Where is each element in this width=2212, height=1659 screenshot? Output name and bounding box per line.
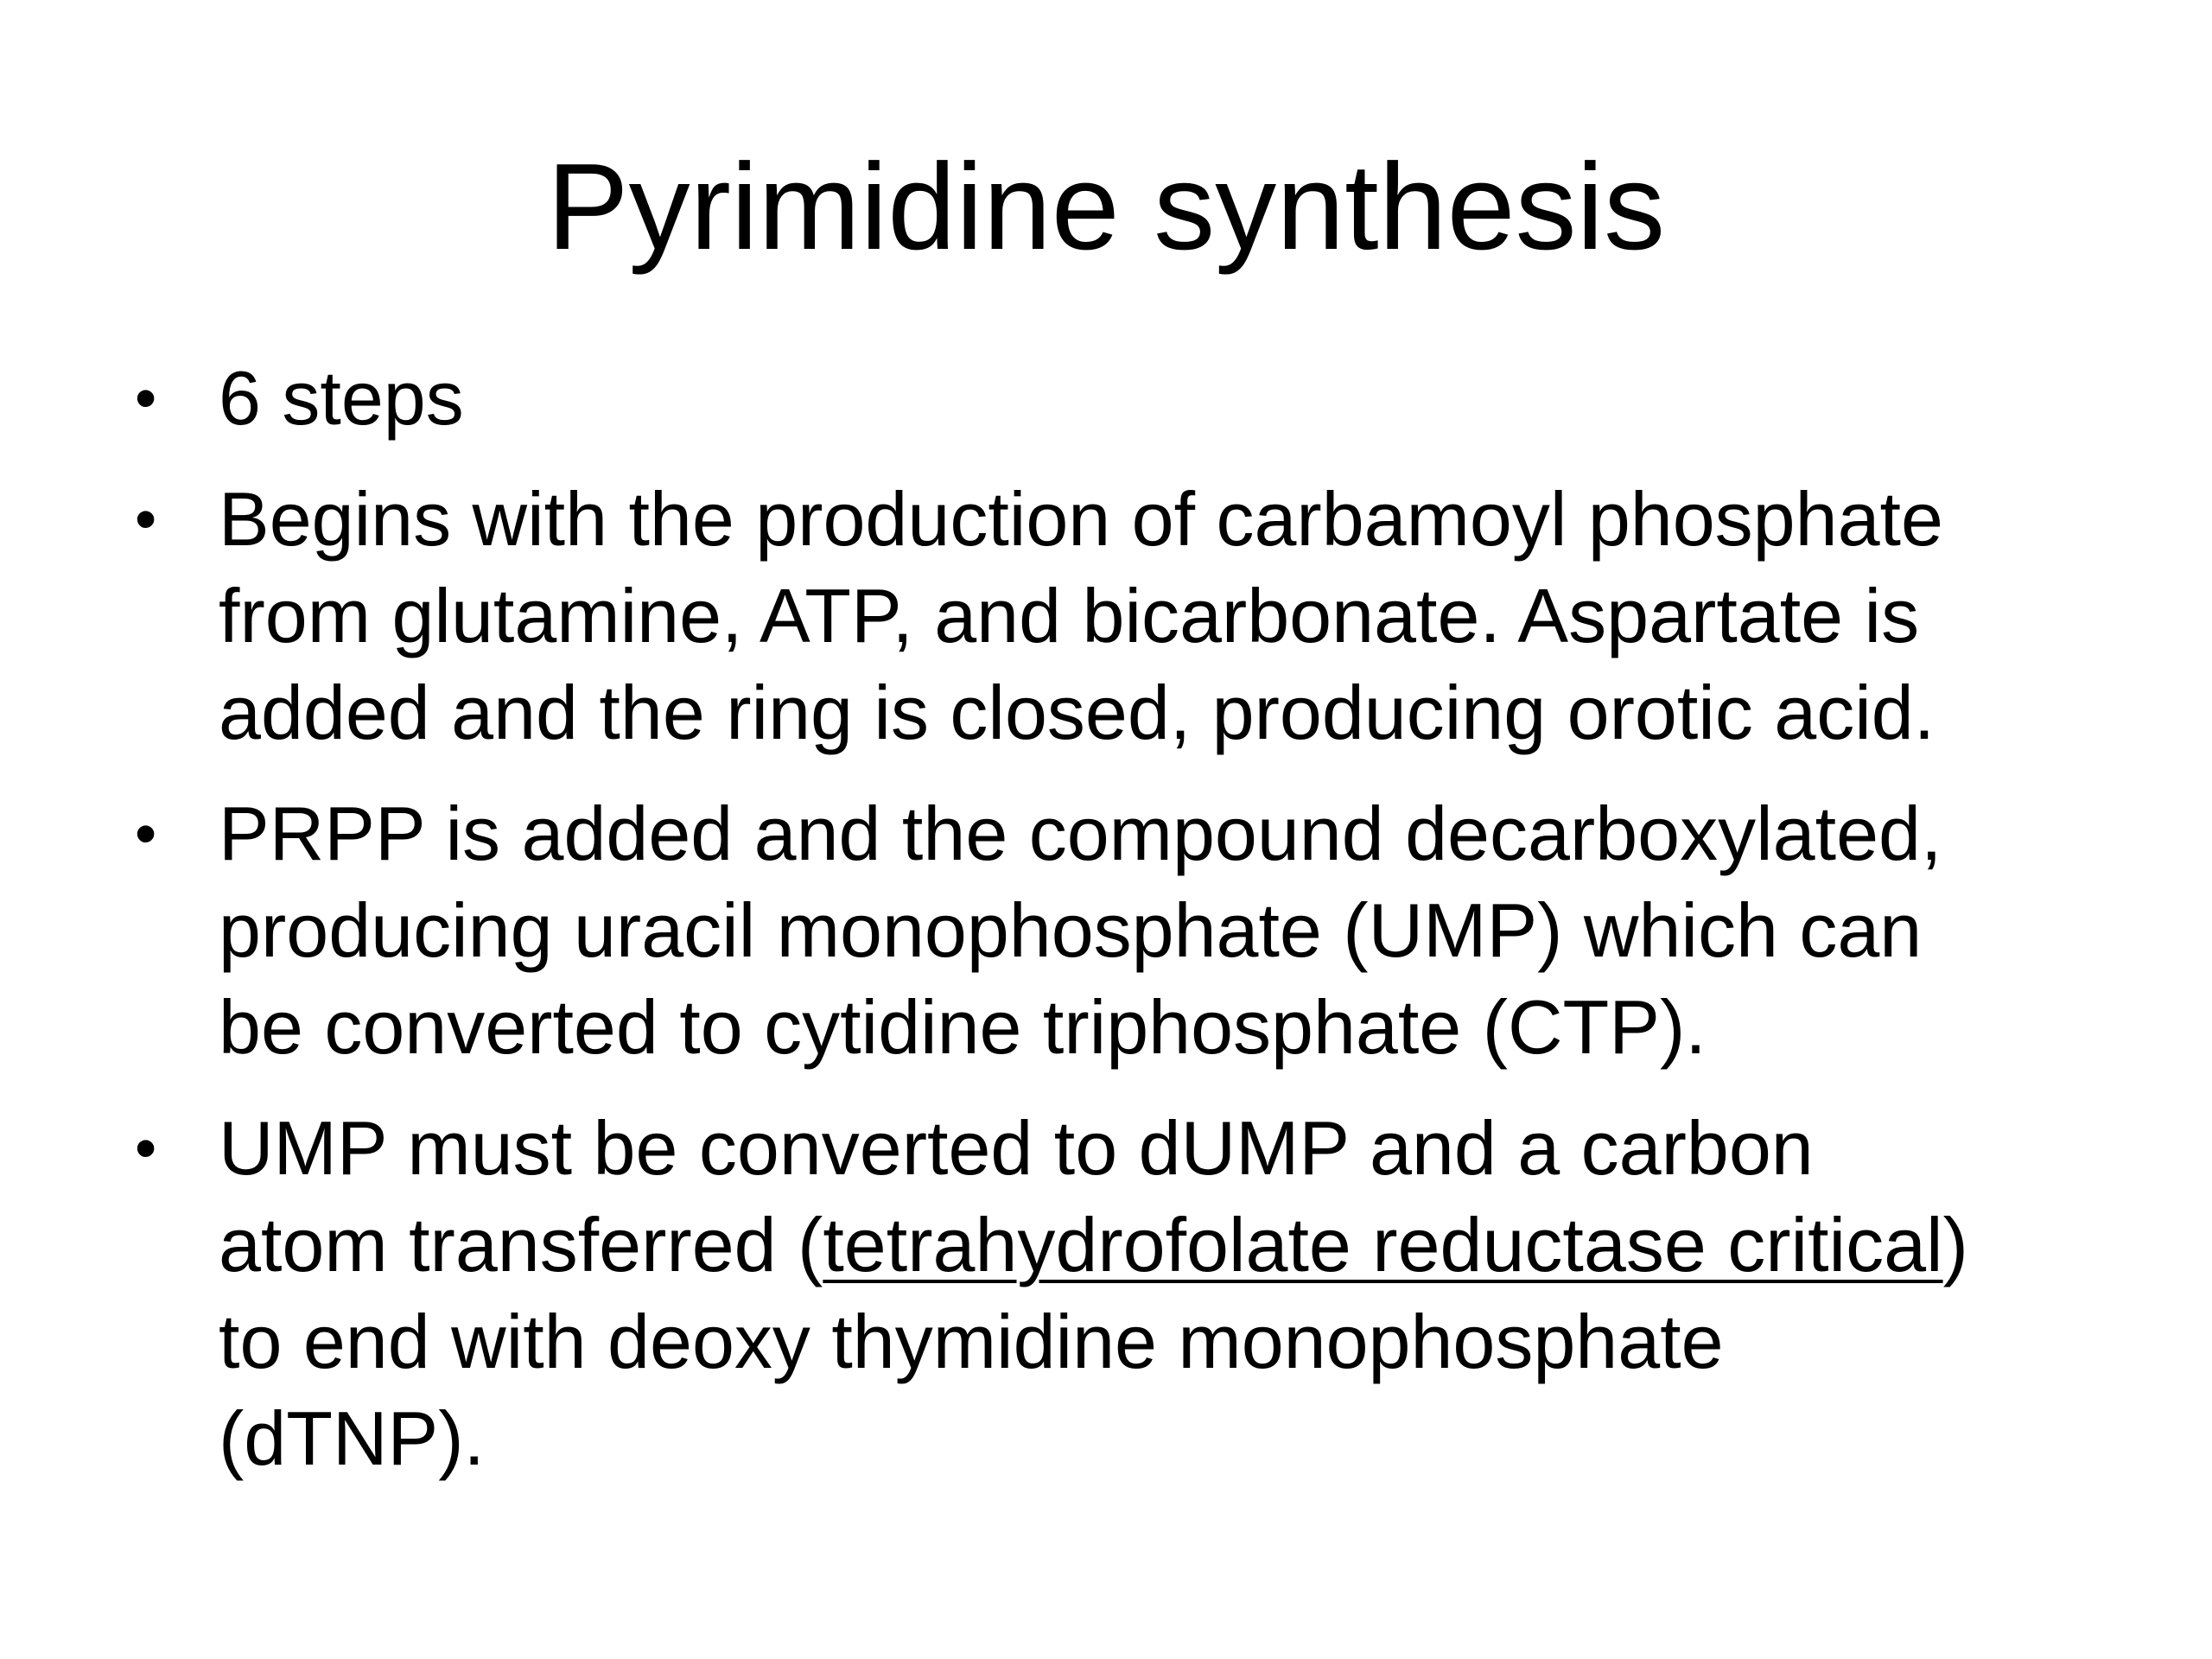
- bullet-line: Begins with the production of carbamoyl phosphate: [219, 476, 1943, 562]
- bullet-text: [219, 471, 2100, 761]
- bullet-item-carbamoyl: [130, 471, 2100, 761]
- bullet-marker: •: [135, 799, 157, 868]
- bullet-line: 6 steps: [219, 355, 464, 441]
- bullet-line: added and the ring is closed, producing orotic acid.: [219, 670, 1936, 755]
- bullet-marker: •: [135, 1114, 157, 1183]
- bullet-marker: •: [135, 364, 157, 433]
- bullet-text: [219, 1100, 2100, 1487]
- bullet-line: PRPP is added and the compound decarboxylated,: [219, 791, 1942, 876]
- bullet-item-steps: [130, 350, 2100, 447]
- bullet-line: be converted to cytidine triphosphate (CTP).: [219, 984, 1707, 1070]
- line-suffix: ): [1942, 1202, 1968, 1287]
- bullet-marker: •: [135, 485, 157, 554]
- bullet-text: [219, 350, 2100, 447]
- bullet-text: [219, 785, 2100, 1076]
- bullet-list: [130, 350, 2100, 1511]
- bullet-line: (dTNP).: [219, 1395, 485, 1481]
- slide-title: Pyrimidine synthesis: [546, 138, 1666, 276]
- bullet-item-dump: [130, 1100, 2100, 1487]
- bullet-line: UMP must be converted to dUMP and a carbon: [219, 1105, 1814, 1191]
- bullet-item-prpp: [130, 785, 2100, 1076]
- bullet-line: producing uracil monophosphate (UMP) which can: [219, 887, 1923, 973]
- bullet-line-underlined: [219, 1197, 2100, 1294]
- underlined-term: tetrahydrofolate reductase critical: [823, 1202, 1943, 1287]
- line-prefix: atom transferred (: [219, 1202, 823, 1287]
- bullet-line: to end with deoxy thymidine monophosphate: [219, 1299, 1724, 1384]
- bullet-line: from glutamine, ATP, and bicarbonate. Aspartate is: [219, 573, 1920, 658]
